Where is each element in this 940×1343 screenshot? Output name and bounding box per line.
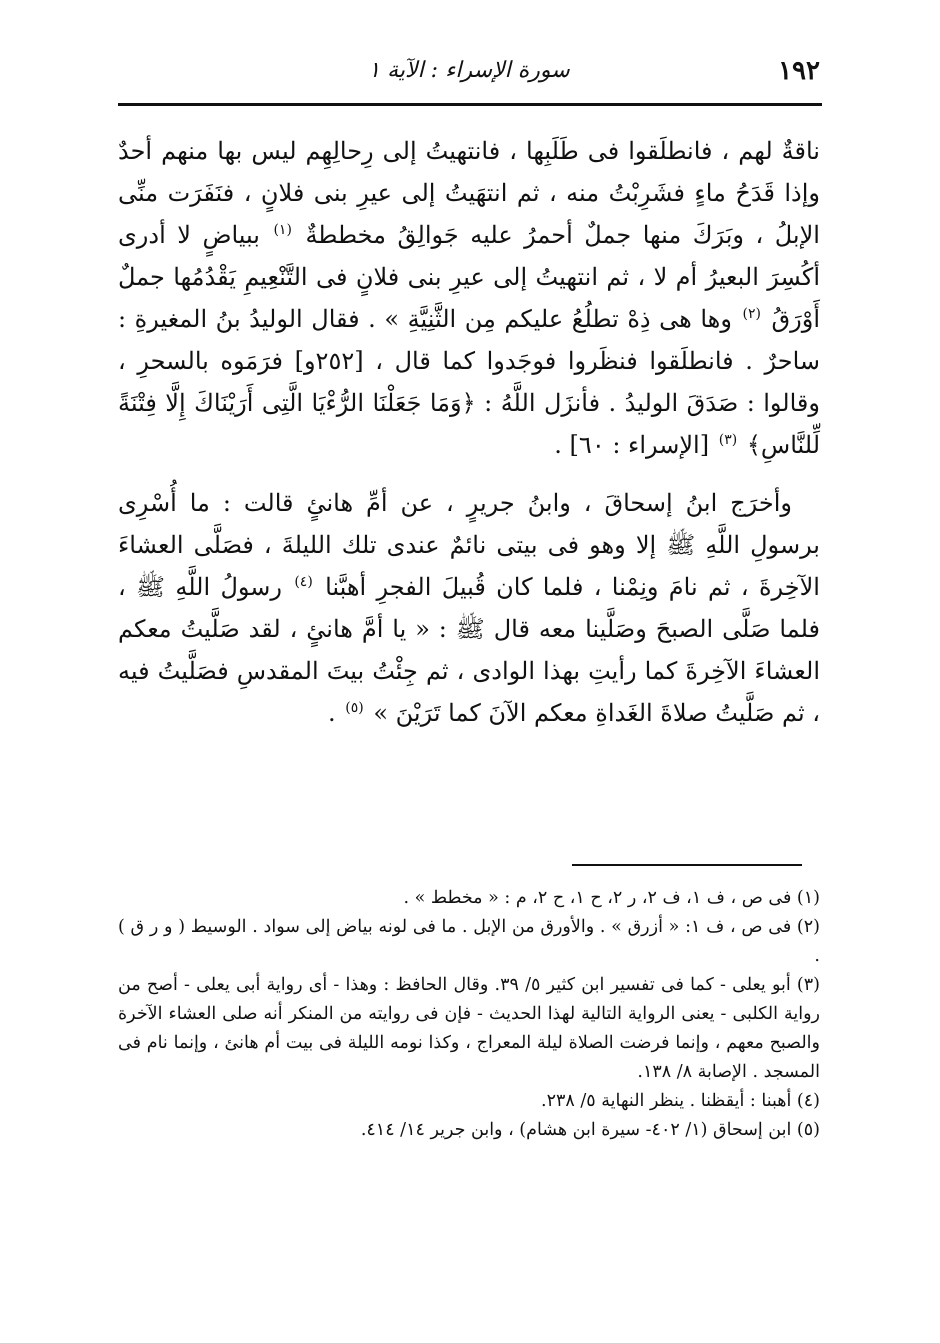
paragraph-2-text-b: رسولُ اللَّهِ ﷺ ، فلما صَلَّى الصبحَ وصَلَّينا معه قال ﷺ : « يا أمَّ هانئٍ ، لقد صَلَّيتُ معكم العشاءَ الآخِرةَ كما رأيتِ بهذا الوادى ، ثم جِئْتُ بيتَ المقدسِ فصَلَّيتُ فيه ، ثم صَلَّيتُ صلاةَ الغَداةِ معكم الآنَ كما تَرَيْنَ » [118,573,820,727]
footnote-3: (٣) أبو يعلى - كما فى تفسير ابن كثير ٥/ ٣٩. وقال الحافظ : وهذا - أى رواية أبى يعلى - أصح من رواية الكلبى - يعنى الرواية التالية لهذا الحديث - فإن فى روايته من المنكر أنه صلى العشاء الآخرة والصبح معهم ، وإنما فرضت الصلاة ليلة المعراج ، وكذا نومه الليلة فى بيت أم هانئ ، وإنما نام فى المسجد . الإصابة ٨/ ١٣٨. [118,975,820,1082]
paragraph-2-text-a: وأخرَج ابنُ إسحاقَ ، وابنُ جريرٍ ، عن أمِّ هانئٍ قالت : ما أُسْرِى برسولِ اللَّهِ ﷺ إلا وهو فى بيتى نائمٌ عندى تلك الليلةَ ، فصَلَّى العشاءَ الآخِرةَ ، ثم نامَ ونِمْنا ، فلما كان قُبيلَ الفجرِ أهبَّنا [118,489,820,601]
footnote-marker-1[interactable]: (١) [273,222,292,238]
footnote-1: (١) فى ص ، ف ١، ف ٢، ر ٢، ح ١، ح ٢، م : « مخطط » . [403,888,820,908]
paragraph-1-text-c: وها هى ذِهْ تطلُعُ عليكم مِن الثَّنِيَّةِ » . فقال الوليدُ بنُ المغيرةِ : ساحرٌ . فانطلَقوا فنظَروا فوجَدوا كما قال ، [٢٥٢و] فرَمَوه بالسحرِ ، وقالوا : صَدَقَ الوليدُ . فأنزَل اللَّهُ : ﴿وَمَا جَعَلْنَا الرُّءْيَا الَّتِى أَرَيْنَاكَ إِلَّا فِتْنَةً لِّلنَّاسِ﴾ [118,305,821,459]
paragraph-1-text-b: ببياضٍ لا أدرى أكُسِرَ البعيرُ أم لا ، ثم انتهيتُ إلى عيرِ بنى فلانٍ فى التَّنْعِيمِ يَقْدُمُها جملٌ أَوْرَقُ [118,221,820,333]
paragraph-1-text-d: [الإسراء : ٦٠] . [554,431,710,459]
footnote-separator [572,864,802,866]
footnote-marker-5[interactable]: (٥) [345,700,364,716]
footnotes [118,884,820,1145]
footnote-4: (٤) أهبنا : أيقظنا . ينظر النهاية ٥/ ٢٣٨. [541,1091,820,1111]
footnote-2: (٢) فى ص ، ف ١: « أزرق » . والأورق من الإبل . ما فى لونه بياض إلى سواد . الوسيط ( و ر ق ) . [118,917,820,966]
paragraph-2-text-c: . [327,699,336,727]
footnote-marker-4[interactable]: (٤) [294,574,313,590]
paragraph-2 [118,482,820,734]
paragraph-1 [118,130,820,466]
footnote-marker-3[interactable]: (٣) [718,432,738,448]
paragraph-1-text-a: ناقةٌ لهم ، فانطلَقوا فى طَلَبِها ، فانتهيتُ إلى رِحالِهِم ليس بها منهم أحدٌ وإذا قَدَحُ ماءٍ فشَرِبْتُ منه ، ثم انتهَيتُ إلى عيرِ بنى فلانٍ ، فنَفَرَت منِّى الإبلُ ، وبَرَكَ منها جملٌ أحمرُ عليه جَوالِقُ مخططةٌ [118,137,820,249]
page-number: ١٩٢ [778,56,820,86]
page-header [118,48,820,102]
header-rule [118,103,822,106]
footnote-5: (٥) ابن إسحاق (١/ ٤٠٢- سيرة ابن هشام) ، وابن جرير ١٤/ ٤١٤. [360,1120,820,1140]
main-text [118,130,820,734]
running-title: سورة الإسراء : الآية ١ [368,58,570,83]
footnote-marker-2[interactable]: (٢) [742,306,761,322]
